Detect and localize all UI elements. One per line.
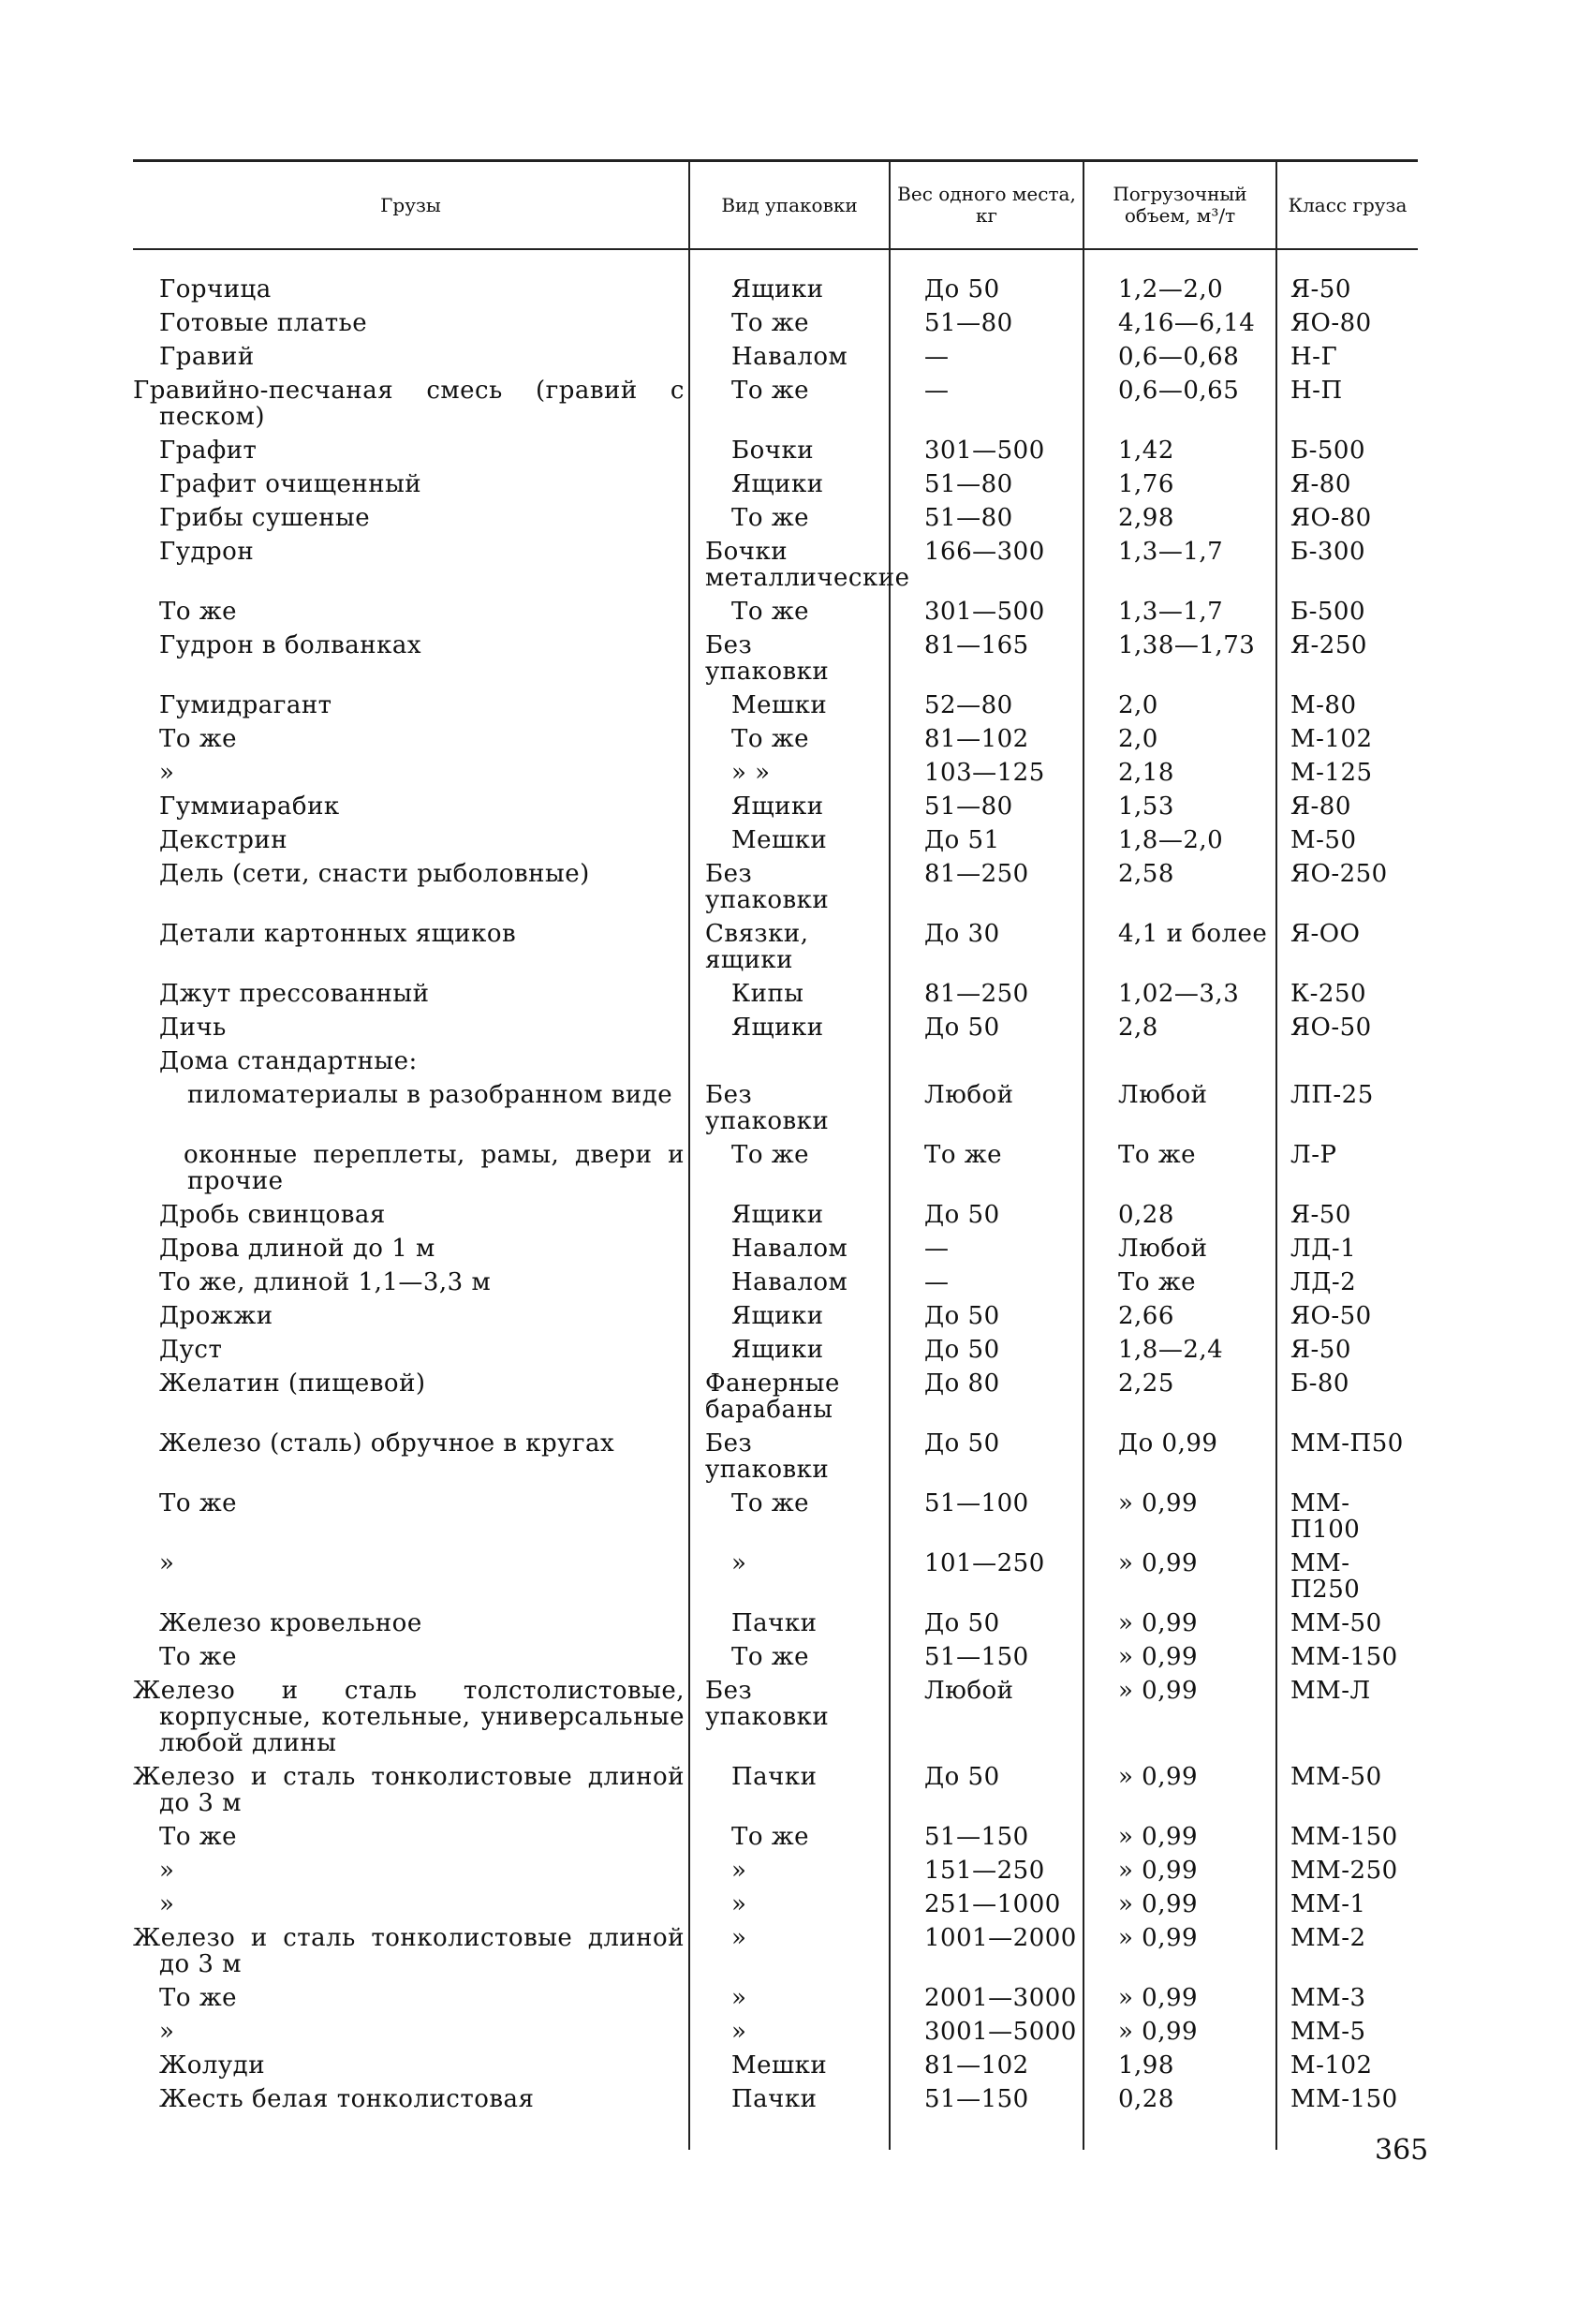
cargo-name-cell: Дробь свинцовая <box>159 1201 386 1229</box>
table-row <box>133 1484 1418 1544</box>
table-row <box>133 1008 1418 1042</box>
volume-cell: 1,8—2,4 <box>1083 1330 1276 1364</box>
cargo-name-cell: пиломатериалы в разобранном виде <box>187 1081 673 1109</box>
packing-cell: Пачки <box>689 1604 890 1637</box>
cargo-name-cell: То же <box>159 1984 238 2012</box>
cargo-name-cell: » <box>159 1549 175 1577</box>
weight-cell: 81—102 <box>890 719 1083 753</box>
volume-cell: 1,3—1,7 <box>1083 592 1276 626</box>
cargo-name-cell: » <box>159 759 175 787</box>
packing-cell: » <box>689 1918 890 1978</box>
class-cell: ЯО-250 <box>1276 854 1418 914</box>
packing-cell: Ящики <box>689 1008 890 1042</box>
class-cell: ЛД-1 <box>1276 1229 1418 1263</box>
cargo-name-cell: Горчица <box>159 275 272 303</box>
volume-cell: 0,28 <box>1083 1195 1276 1229</box>
class-cell: ММ-П50 <box>1276 1424 1418 1484</box>
cargo-name-cell: То же <box>159 1823 238 1851</box>
weight-cell: 51—80 <box>890 787 1083 821</box>
table-row <box>133 1604 1418 1637</box>
cargo-name-cell: Гравий <box>159 343 255 371</box>
class-cell: Б-500 <box>1276 592 1418 626</box>
packing-cell: Навалом <box>689 337 890 371</box>
volume-cell: 1,2—2,0 <box>1083 249 1276 303</box>
table-row <box>133 1296 1418 1330</box>
weight-cell <box>890 1042 1083 1075</box>
cargo-name-cell: » <box>159 1890 175 1918</box>
packing-cell: » <box>689 1544 890 1604</box>
weight-cell: До 50 <box>890 1330 1083 1364</box>
packing-cell: Навалом <box>689 1263 890 1296</box>
class-cell: М-125 <box>1276 753 1418 787</box>
class-cell: Б-500 <box>1276 431 1418 465</box>
class-cell: ЯО-80 <box>1276 303 1418 337</box>
class-cell: Я-50 <box>1276 249 1418 303</box>
class-cell: ЛП-25 <box>1276 1075 1418 1135</box>
packing-cell: Ящики <box>689 249 890 303</box>
packing-cell: Ящики <box>689 1195 890 1229</box>
table-row <box>133 1637 1418 1671</box>
cargo-name-cell: Джут прессованный <box>159 980 430 1008</box>
weight-cell: До 50 <box>890 1296 1083 1330</box>
packing-cell: » <box>689 2012 890 2046</box>
weight-cell: До 80 <box>890 1364 1083 1424</box>
table-row <box>133 532 1418 592</box>
header-cargo: Грузы <box>133 161 689 250</box>
weight-cell: 166—300 <box>890 532 1083 592</box>
cargo-name-cell: То же <box>159 1643 238 1671</box>
class-cell: Н-Г <box>1276 337 1418 371</box>
class-cell: ЯО-50 <box>1276 1296 1418 1330</box>
cargo-name-cell: Графит очищенный <box>159 470 422 498</box>
volume-cell: 1,38—1,73 <box>1083 626 1276 686</box>
packing-cell: Без упаковки <box>689 626 890 686</box>
header-class: Класс груза <box>1276 161 1418 250</box>
class-cell: ММ-Л <box>1276 1671 1418 1757</box>
weight-cell: До 50 <box>890 1757 1083 1817</box>
class-cell: Я-80 <box>1276 787 1418 821</box>
cargo-name-cell: Дичь <box>159 1014 227 1042</box>
volume-cell: » 0,99 <box>1083 1978 1276 2012</box>
volume-cell: 1,8—2,0 <box>1083 821 1276 854</box>
cargo-name-cell: » <box>159 2018 175 2046</box>
class-cell: Я-250 <box>1276 626 1418 686</box>
packing-cell: Мешки <box>689 821 890 854</box>
weight-cell: 51—80 <box>890 498 1083 532</box>
header-row <box>133 161 1418 250</box>
packing-cell: Ящики <box>689 1296 890 1330</box>
weight-cell: 51—150 <box>890 2080 1083 2150</box>
weight-cell: 51—150 <box>890 1817 1083 1851</box>
volume-cell <box>1083 1042 1276 1075</box>
header-packing: Вид упаковки <box>689 161 890 250</box>
volume-cell: 2,0 <box>1083 686 1276 719</box>
class-cell: ММ-50 <box>1276 1757 1418 1817</box>
class-cell: Я-50 <box>1276 1330 1418 1364</box>
packing-cell: Пачки <box>689 1757 890 1817</box>
packing-cell <box>689 1042 890 1075</box>
volume-cell: 1,3—1,7 <box>1083 532 1276 592</box>
class-cell: К-250 <box>1276 974 1418 1008</box>
packing-cell: Без упаковки <box>689 1671 890 1757</box>
volume-cell: 2,66 <box>1083 1296 1276 1330</box>
weight-cell: 81—250 <box>890 854 1083 914</box>
volume-cell: 2,0 <box>1083 719 1276 753</box>
cargo-name-cell: Железо и сталь тонколистовые длиной до 3 м <box>133 1763 685 1817</box>
cargo-name-cell: Дрова длиной до 1 м <box>159 1235 435 1263</box>
packing-cell: То же <box>689 719 890 753</box>
table-row <box>133 249 1418 303</box>
packing-cell: Бочки металлические <box>689 532 890 592</box>
packing-cell: Фанерные барабаны <box>689 1364 890 1424</box>
weight-cell: Любой <box>890 1671 1083 1757</box>
weight-cell: — <box>890 1263 1083 1296</box>
packing-cell: То же <box>689 1817 890 1851</box>
page-number: 365 <box>1375 2134 1429 2167</box>
packing-cell: Без упаковки <box>689 854 890 914</box>
weight-cell: Любой <box>890 1075 1083 1135</box>
packing-cell: То же <box>689 1637 890 1671</box>
cargo-name-cell: То же <box>159 725 238 753</box>
table-row <box>133 337 1418 371</box>
class-cell: М-50 <box>1276 821 1418 854</box>
packing-cell: Связки, ящики <box>689 914 890 974</box>
weight-cell: 51—150 <box>890 1637 1083 1671</box>
table-row <box>133 1424 1418 1484</box>
weight-cell: — <box>890 337 1083 371</box>
table-row <box>133 1671 1418 1757</box>
class-cell: М-102 <box>1276 719 1418 753</box>
weight-cell: — <box>890 371 1083 431</box>
table-row <box>133 1075 1418 1135</box>
cargo-name-cell: Декстрин <box>159 826 288 854</box>
cargo-name-cell: Графит <box>159 437 258 465</box>
packing-cell: То же <box>689 371 890 431</box>
table-header <box>133 161 1418 250</box>
weight-cell: До 50 <box>890 1604 1083 1637</box>
class-cell: ЯО-80 <box>1276 498 1418 532</box>
table-row <box>133 2012 1418 2046</box>
cargo-name-cell: Дель (сети, снасти рыболовные) <box>159 860 590 888</box>
volume-cell: То же <box>1083 1263 1276 1296</box>
class-cell: ММ-50 <box>1276 1604 1418 1637</box>
volume-cell: 2,25 <box>1083 1364 1276 1424</box>
weight-cell: То же <box>890 1135 1083 1195</box>
cargo-name-cell: Детали картонных ящиков <box>159 920 517 948</box>
packing-cell: То же <box>689 1135 890 1195</box>
table-row <box>133 2046 1418 2080</box>
table-row <box>133 2080 1418 2150</box>
weight-cell: 2001—3000 <box>890 1978 1083 2012</box>
table-row <box>133 753 1418 787</box>
class-cell: ММ-2 <box>1276 1918 1418 1978</box>
table-row <box>133 821 1418 854</box>
cargo-name-cell: Железо (сталь) обручное в кругах <box>159 1429 615 1458</box>
weight-cell: До 50 <box>890 1195 1083 1229</box>
volume-cell: » 0,99 <box>1083 1757 1276 1817</box>
class-cell: Н-П <box>1276 371 1418 431</box>
class-cell: ММ-250 <box>1276 1851 1418 1885</box>
table-row <box>133 371 1418 431</box>
class-cell: М-80 <box>1276 686 1418 719</box>
class-cell: ЛД-2 <box>1276 1263 1418 1296</box>
table-row <box>133 1817 1418 1851</box>
class-cell: Л-Р <box>1276 1135 1418 1195</box>
weight-cell: До 30 <box>890 914 1083 974</box>
table-row <box>133 1885 1418 1918</box>
table-row <box>133 498 1418 532</box>
volume-cell: » 0,99 <box>1083 1544 1276 1604</box>
volume-cell: 2,18 <box>1083 753 1276 787</box>
cargo-name-cell: Гравийно-песчаная смесь (гравий с песком) <box>133 377 685 431</box>
weight-cell: 301—500 <box>890 431 1083 465</box>
cargo-name-cell: Грибы сушеные <box>159 504 371 532</box>
class-cell: Б-80 <box>1276 1364 1418 1424</box>
table-row <box>133 1229 1418 1263</box>
table-row <box>133 1851 1418 1885</box>
packing-cell: Ящики <box>689 1330 890 1364</box>
class-cell: ЯО-50 <box>1276 1008 1418 1042</box>
volume-cell: » 0,99 <box>1083 2012 1276 2046</box>
weight-cell: 151—250 <box>890 1851 1083 1885</box>
table-row <box>133 1364 1418 1424</box>
packing-cell: » <box>689 1978 890 2012</box>
volume-cell: 0,6—0,65 <box>1083 371 1276 431</box>
packing-cell: Мешки <box>689 686 890 719</box>
volume-cell: 4,16—6,14 <box>1083 303 1276 337</box>
weight-cell: 51—100 <box>890 1484 1083 1544</box>
cargo-name-cell: Дуст <box>159 1336 223 1364</box>
volume-cell: » 0,99 <box>1083 1637 1276 1671</box>
weight-cell: 251—1000 <box>890 1885 1083 1918</box>
table-row <box>133 914 1418 974</box>
table-row <box>133 465 1418 498</box>
table-row <box>133 592 1418 626</box>
weight-cell: 301—500 <box>890 592 1083 626</box>
volume-cell: » 0,99 <box>1083 1817 1276 1851</box>
cargo-name-cell: Гудрон в болванках <box>159 631 422 659</box>
table-row <box>133 1544 1418 1604</box>
cargo-name-cell: Жесть белая тонколистовая <box>159 2085 535 2113</box>
volume-cell: 4,1 и более <box>1083 914 1276 974</box>
packing-cell: То же <box>689 1484 890 1544</box>
class-cell: Я-80 <box>1276 465 1418 498</box>
table-row <box>133 1135 1418 1195</box>
table-row <box>133 431 1418 465</box>
class-cell: ММ-П100 <box>1276 1484 1418 1544</box>
class-cell <box>1276 1042 1418 1075</box>
table-row <box>133 1330 1418 1364</box>
weight-cell: — <box>890 1229 1083 1263</box>
table-row <box>133 787 1418 821</box>
packing-cell: Без упаковки <box>689 1424 890 1484</box>
volume-cell: » 0,99 <box>1083 1851 1276 1885</box>
weight-cell: 1001—2000 <box>890 1918 1083 1978</box>
class-cell: ММ-150 <box>1276 2080 1418 2150</box>
table-row <box>133 1195 1418 1229</box>
table-row <box>133 1042 1418 1075</box>
volume-cell: То же <box>1083 1135 1276 1195</box>
volume-cell: До 0,99 <box>1083 1424 1276 1484</box>
packing-cell: То же <box>689 498 890 532</box>
weight-cell: 101—250 <box>890 1544 1083 1604</box>
class-cell: Я-ОО <box>1276 914 1418 974</box>
class-cell: ММ-П250 <box>1276 1544 1418 1604</box>
packing-cell: То же <box>689 592 890 626</box>
cargo-name-cell: оконные переплеты, рамы, двери и прочие <box>184 1141 685 1195</box>
cargo-name-cell: То же, длиной 1,1—3,3 м <box>159 1268 492 1296</box>
volume-cell: 1,53 <box>1083 787 1276 821</box>
cargo-name-cell: » <box>159 1857 175 1885</box>
cargo-name-cell: Гуммиарабик <box>159 792 340 821</box>
table-row <box>133 854 1418 914</box>
cargo-name-cell: Желатин (пищевой) <box>159 1369 426 1398</box>
packing-cell: Пачки <box>689 2080 890 2150</box>
cargo-name-cell: Гудрон <box>159 538 255 566</box>
packing-cell: Кипы <box>689 974 890 1008</box>
packing-cell: То же <box>689 303 890 337</box>
class-cell: М-102 <box>1276 2046 1418 2080</box>
table-row <box>133 1918 1418 1978</box>
volume-cell: 1,42 <box>1083 431 1276 465</box>
class-cell: ММ-150 <box>1276 1637 1418 1671</box>
volume-cell: Любой <box>1083 1075 1276 1135</box>
volume-cell: 2,8 <box>1083 1008 1276 1042</box>
packing-cell: Ящики <box>689 787 890 821</box>
cargo-name-cell: То же <box>159 598 238 626</box>
volume-cell: 1,02—3,3 <box>1083 974 1276 1008</box>
packing-cell: » <box>689 1851 890 1885</box>
volume-cell: » 0,99 <box>1083 1918 1276 1978</box>
cargo-name-cell: Железо и сталь тонколистовые длиной до 3 м <box>133 1924 685 1978</box>
weight-cell: До 51 <box>890 821 1083 854</box>
weight-cell: 51—80 <box>890 465 1083 498</box>
cargo-table <box>133 159 1418 2150</box>
packing-cell: Без упаковки <box>689 1075 890 1135</box>
cargo-name-cell: Железо и сталь толстолистовые, корпусные, котельные, универсальные любой длины <box>133 1677 685 1757</box>
weight-cell: До 50 <box>890 1424 1083 1484</box>
weight-cell: До 50 <box>890 1008 1083 1042</box>
table-row <box>133 686 1418 719</box>
weight-cell: 103—125 <box>890 753 1083 787</box>
header-volume: Погрузочный объем, м³/т <box>1083 161 1276 250</box>
volume-cell: 1,76 <box>1083 465 1276 498</box>
cargo-name-cell: Дома стандартные: <box>159 1047 418 1075</box>
table-row <box>133 1757 1418 1817</box>
volume-cell: » 0,99 <box>1083 1885 1276 1918</box>
table-row <box>133 1978 1418 2012</box>
class-cell: ММ-5 <box>1276 2012 1418 2046</box>
volume-cell: Любой <box>1083 1229 1276 1263</box>
table-row <box>133 974 1418 1008</box>
volume-cell: » 0,99 <box>1083 1604 1276 1637</box>
table-row <box>133 719 1418 753</box>
weight-cell: 3001—5000 <box>890 2012 1083 2046</box>
class-cell: ММ-3 <box>1276 1978 1418 2012</box>
weight-cell: 81—165 <box>890 626 1083 686</box>
weight-cell: 81—102 <box>890 2046 1083 2080</box>
table-row <box>133 303 1418 337</box>
class-cell: Б-300 <box>1276 532 1418 592</box>
packing-cell: Ящики <box>689 465 890 498</box>
volume-cell: » 0,99 <box>1083 1671 1276 1757</box>
volume-cell: 2,98 <box>1083 498 1276 532</box>
cargo-name-cell: Железо кровельное <box>159 1609 422 1637</box>
packing-cell: Бочки <box>689 431 890 465</box>
volume-cell: 2,58 <box>1083 854 1276 914</box>
packing-cell: Навалом <box>689 1229 890 1263</box>
table-row <box>133 626 1418 686</box>
volume-cell: 0,6—0,68 <box>1083 337 1276 371</box>
weight-cell: 81—250 <box>890 974 1083 1008</box>
volume-cell: 0,28 <box>1083 2080 1276 2150</box>
class-cell: ММ-1 <box>1276 1885 1418 1918</box>
volume-cell: 1,98 <box>1083 2046 1276 2080</box>
cargo-name-cell: Готовые платье <box>159 309 368 337</box>
volume-cell: » 0,99 <box>1083 1484 1276 1544</box>
weight-cell: 52—80 <box>890 686 1083 719</box>
table-row <box>133 1263 1418 1296</box>
weight-cell: 51—80 <box>890 303 1083 337</box>
packing-cell: Мешки <box>689 2046 890 2080</box>
weight-cell: До 50 <box>890 249 1083 303</box>
class-cell: Я-50 <box>1276 1195 1418 1229</box>
class-cell: ММ-150 <box>1276 1817 1418 1851</box>
packing-cell: » » <box>689 753 890 787</box>
cargo-name-cell: Жолуди <box>159 2051 266 2080</box>
cargo-name-cell: Гумидрагант <box>159 691 332 719</box>
cargo-name-cell: Дрожжи <box>159 1302 273 1330</box>
cargo-name-cell: То же <box>159 1489 238 1517</box>
header-weight: Вес одного места, кг <box>890 161 1083 250</box>
packing-cell: » <box>689 1885 890 1918</box>
table-body <box>133 249 1418 2150</box>
